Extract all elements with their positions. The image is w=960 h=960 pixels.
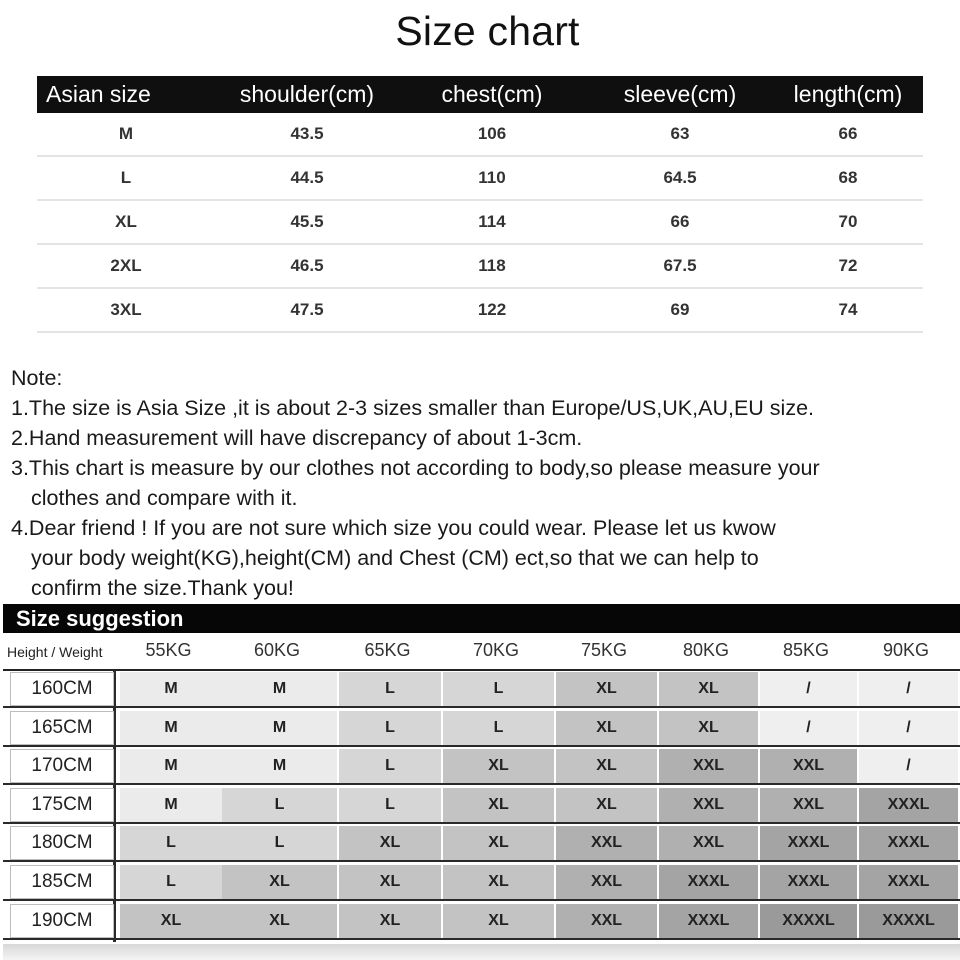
size-chart-row xyxy=(37,244,923,288)
size-suggestion-cell: XXL xyxy=(556,865,658,899)
size-suggestion-cell: L xyxy=(339,711,442,745)
size-suggestion-cell: / xyxy=(859,711,959,745)
bottom-edge xyxy=(3,944,960,960)
note-line-4: 4.Dear friend ! If you are not sure which size you could wear. Please let us kwow xyxy=(11,516,776,540)
size-suggestion-cell: XXXXL xyxy=(760,904,858,938)
size-suggestion-cell: XL xyxy=(339,904,442,938)
size-suggestion-cell: XL xyxy=(443,749,555,783)
measurement-cell: 72 xyxy=(773,244,923,288)
height-label: 160CM xyxy=(10,672,114,706)
weight-label: 65KG xyxy=(364,640,411,660)
measurement-cell: 106 xyxy=(397,113,587,156)
measurement-cell: 66 xyxy=(587,200,773,244)
size-suggestion-title: Size suggestion xyxy=(16,606,184,631)
note-line-4-continued: your body weight(KG),height(CM) and Chest (CM) ect,so that we can help to xyxy=(31,546,759,570)
size-suggestion-cell: XL xyxy=(556,788,658,822)
measurement-cell: 70 xyxy=(773,200,923,244)
size-suggestion-cell: XXXL xyxy=(859,865,959,899)
measurement-cell: 114 xyxy=(397,200,587,244)
size-chart-row xyxy=(37,288,923,332)
size-suggestion-cell: L xyxy=(222,826,338,860)
size-suggestion-cell: L xyxy=(339,749,442,783)
size-suggestion-cell: XL xyxy=(222,904,338,938)
size-suggestion-cell: XL xyxy=(556,711,658,745)
weight-label: 60KG xyxy=(253,640,301,660)
height-label: 190CM xyxy=(10,904,114,938)
height-label: 180CM xyxy=(10,826,114,860)
measurement-cell: 43.5 xyxy=(217,113,397,156)
weight-label: 90KG xyxy=(882,640,930,660)
size-suggestion-cell: XL xyxy=(443,904,555,938)
size-suggestion-cell: XXL xyxy=(659,826,759,860)
size-suggestion-cell: M xyxy=(222,711,338,745)
size-suggestion-cell: M xyxy=(120,749,223,783)
notes-section xyxy=(11,363,956,603)
page-title: Size chart xyxy=(395,8,580,54)
row-separator xyxy=(3,706,960,708)
size-label-cell: L xyxy=(37,156,217,200)
measurement-cell: 47.5 xyxy=(217,288,397,332)
measurement-cell: 64.5 xyxy=(587,156,773,200)
height-label: 175CM xyxy=(10,788,114,822)
measurement-cell: 63 xyxy=(587,113,773,156)
measurement-cell: 74 xyxy=(773,288,923,332)
row-separator xyxy=(3,899,960,901)
column-header-sleeve: sleeve(cm) xyxy=(587,76,773,113)
size-suggestion-cell: XL xyxy=(443,865,555,899)
size-suggestion-cell: XL xyxy=(222,865,338,899)
size-suggestion-cell: XXXL xyxy=(760,826,858,860)
measurement-cell: 68 xyxy=(773,156,923,200)
height-label: 170CM xyxy=(10,749,114,783)
column-header-shoulder: shoulder(cm) xyxy=(217,76,397,113)
size-suggestion-cell: M xyxy=(120,672,223,706)
row-separator xyxy=(3,745,960,747)
measurement-cell: 110 xyxy=(397,156,587,200)
row-separator xyxy=(3,938,960,940)
size-label-cell: 3XL xyxy=(37,288,217,332)
weight-header-row xyxy=(3,633,960,671)
column-header-length: length(cm) xyxy=(773,76,923,113)
weight-label: 70KG xyxy=(472,640,520,660)
size-suggestion-cell: L xyxy=(120,826,223,860)
size-suggestion-cell: M xyxy=(120,711,223,745)
size-suggestion-cell: L xyxy=(443,672,555,706)
measurement-cell: 122 xyxy=(397,288,587,332)
column-header-chest: chest(cm) xyxy=(397,76,587,113)
size-label-cell: XL xyxy=(37,200,217,244)
note-line-3: 3.This chart is measure by our clothes not according to body,so please measure your xyxy=(11,456,820,480)
row-separator xyxy=(3,822,960,824)
measurement-cell: 69 xyxy=(587,288,773,332)
size-suggestion-cell: XL xyxy=(443,788,555,822)
size-suggestion-cell: XXL xyxy=(760,749,858,783)
size-suggestion-cell: XXXL xyxy=(760,865,858,899)
column-header-asian-size: Asian size xyxy=(37,76,217,113)
size-label-cell: M xyxy=(37,113,217,156)
size-suggestion-cell: L xyxy=(443,711,555,745)
measurement-cell: 45.5 xyxy=(217,200,397,244)
height-weight-label: Height / Weight xyxy=(7,644,103,660)
size-label-cell: 2XL xyxy=(37,244,217,288)
weight-label: 85KG xyxy=(782,640,830,660)
size-chart-header-row xyxy=(37,76,923,113)
size-suggestion-cell: M xyxy=(120,788,223,822)
size-suggestion-cell: XXXL xyxy=(659,904,759,938)
size-suggestion-cell: XL xyxy=(659,672,759,706)
size-suggestion-cell: XXL xyxy=(760,788,858,822)
row-separator xyxy=(3,783,960,785)
weight-label: 75KG xyxy=(580,640,628,660)
size-suggestion-cell: XXXXL xyxy=(859,904,959,938)
size-chart-row xyxy=(37,156,923,200)
measurement-cell: 44.5 xyxy=(217,156,397,200)
size-suggestion-cell: XXL xyxy=(659,788,759,822)
measurement-cell: 67.5 xyxy=(587,244,773,288)
size-suggestion-cell: XL xyxy=(556,672,658,706)
note-line-3-continued: clothes and compare with it. xyxy=(31,486,298,510)
size-suggestion-banner xyxy=(3,604,960,633)
size-suggestion-cell: XXXL xyxy=(859,826,959,860)
size-suggestion-cell: XL xyxy=(659,711,759,745)
size-suggestion-cell: XXXL xyxy=(659,865,759,899)
measurement-cell: 66 xyxy=(773,113,923,156)
size-suggestion-cell: / xyxy=(760,711,858,745)
height-label: 165CM xyxy=(10,711,114,745)
size-suggestion-cell: XL xyxy=(556,749,658,783)
size-suggestion-cell: L xyxy=(339,788,442,822)
size-suggestion-cell: XL xyxy=(339,826,442,860)
weight-label: 80KG xyxy=(682,640,730,660)
size-suggestion-cell: / xyxy=(859,749,959,783)
size-suggestion-cell: XL xyxy=(443,826,555,860)
measurement-cell: 46.5 xyxy=(217,244,397,288)
size-suggestion-cell: M xyxy=(222,672,338,706)
measurement-cell: 118 xyxy=(397,244,587,288)
weight-label: 55KG xyxy=(145,640,192,660)
note-line-4-end: confirm the size.Thank you! xyxy=(31,576,294,600)
size-suggestion-cell: XL xyxy=(339,865,442,899)
row-separator xyxy=(3,860,960,862)
size-suggestion-cell: / xyxy=(760,672,858,706)
size-suggestion-cell: M xyxy=(222,749,338,783)
size-chart-row xyxy=(37,200,923,244)
size-suggestion-grid xyxy=(3,670,960,942)
size-suggestion-cell: L xyxy=(120,865,223,899)
size-chart-body xyxy=(37,113,923,332)
note-line-2: 2.Hand measurement will have discrepancy of about 1-3cm. xyxy=(11,426,583,450)
size-suggestion-cell: L xyxy=(339,672,442,706)
note-line-1: 1.The size is Asia Size ,it is about 2-3 sizes smaller than Europe/US,UK,AU,EU size. xyxy=(11,396,814,420)
size-chart-row xyxy=(37,113,923,156)
size-suggestion-cell: XXXL xyxy=(859,788,959,822)
size-chart-table xyxy=(37,76,923,333)
size-suggestion-cell: / xyxy=(859,672,959,706)
size-suggestion-cell: XL xyxy=(120,904,223,938)
height-label: 185CM xyxy=(10,865,114,899)
size-suggestion-cell: XXL xyxy=(556,904,658,938)
size-suggestion-cell: XXL xyxy=(556,826,658,860)
size-suggestion-cell: L xyxy=(222,788,338,822)
notes-heading: Note: xyxy=(11,366,63,390)
size-suggestion-cell: XXL xyxy=(659,749,759,783)
